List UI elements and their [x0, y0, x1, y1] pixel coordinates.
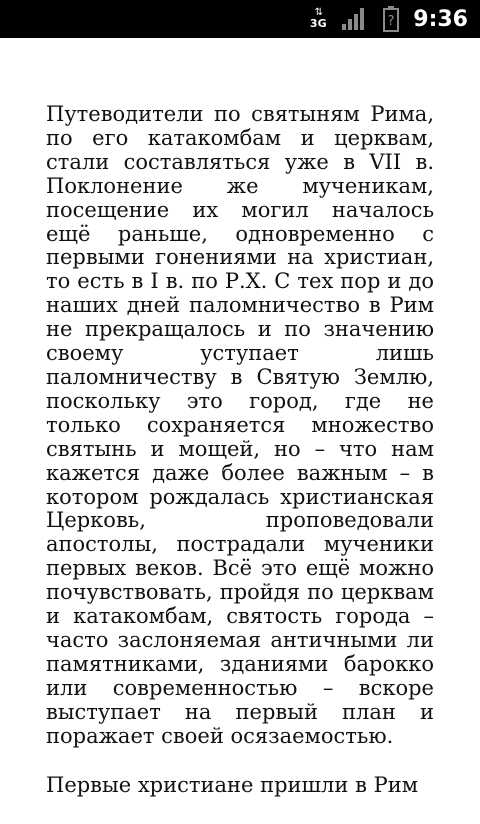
data-arrows-icon: ⇅	[314, 7, 322, 18]
paragraph: Первые христиане пришли в Рим	[46, 773, 419, 798]
battery-unknown-symbol: ?	[387, 14, 395, 29]
status-clock: 9:36	[413, 6, 468, 32]
reader-content[interactable]	[46, 103, 434, 824]
data-activity-icon	[307, 5, 329, 33]
network-type-label: 3G	[309, 17, 327, 30]
signal-strength-icon	[341, 7, 367, 31]
status-bar	[0, 0, 480, 38]
paragraph: Путеводители по святыням Рима, по его катакомбам и церквам, стали составляться уже в VII в. Поклонение же мученикам, посещение их могил началось ещё раньше, одновременно с первыми гонениями на христиан, то есть в I в. по Р.Х. С тех пор и до наших дней паломничество в Рим не прекращалось и по значению своему уступает лишь паломничеству в Святую Землю, поскольку это город, где не только сохраняется множество святынь и мощей, но – что нам кажется даже более важным – в котором рождалась христианская Церковь, проповедовали апостолы, пострадали мученики первых веков. Всё это ещё можно почувствовать, пройдя по церквам и катакомбам, святость города – часто заслоняемая античными ли памятниками, зданиями барокко или современностью – вскоре выступает на первый план и поражает своей осязаемостью.	[46, 102, 434, 748]
battery-icon	[383, 6, 399, 32]
status-icons	[307, 0, 480, 38]
